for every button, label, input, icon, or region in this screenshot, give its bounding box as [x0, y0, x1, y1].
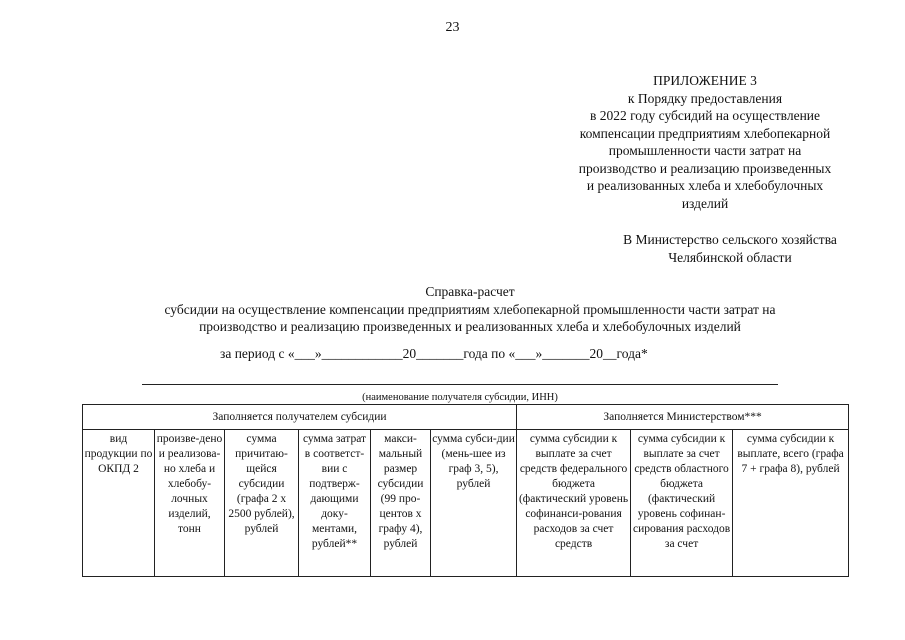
period-line: [220, 346, 648, 362]
appendix-line: изделий: [681, 195, 729, 211]
column-header: сумма субсидии к выплате за счет средств областного бюджета (фактический уровень софинан-сирования расходов за счет: [631, 430, 733, 577]
period-blank: _______: [416, 346, 464, 361]
appendix-line: компенсации предприятиям хлебопекарной: [579, 125, 831, 141]
appendix-title: ПРИЛОЖЕНИЕ 3: [653, 73, 757, 88]
period-prefix: за период с «: [220, 346, 295, 361]
column-header: вид продукции по ОКПД 2: [83, 430, 155, 577]
period-suffix: года*: [616, 346, 648, 361]
column-header: сумма затрат в соответст-вии с подтверж-дающими доку-ментами, рублей**: [299, 430, 371, 577]
column-header: сумма субсидии к выплате, всего (графа 7 + графа 8), рублей: [733, 430, 849, 577]
period-text: года по «: [463, 346, 516, 361]
page-number: 23: [445, 20, 460, 35]
period-text: »: [314, 346, 322, 361]
group-header-recipient: Заполняется получателем субсидии: [83, 405, 517, 430]
appendix-line: к Порядку предоставления: [627, 90, 783, 106]
title-line: субсидии на осуществление компенсации предприятиям хлебопекарной промышленности части затрат на: [164, 301, 776, 317]
period-blank: _______: [542, 346, 590, 361]
appendix-line: в 2022 году субсидий на осуществление: [589, 108, 821, 123]
recipient-name-line: [142, 384, 778, 385]
column-header: сумма причитаю-щейся субсидии (графа 2 х 2500 рублей), рублей: [225, 430, 299, 577]
addressee-line: Челябинской области: [668, 249, 792, 265]
recipient-caption: (наименование получателя субсидии, ИНН): [362, 392, 558, 403]
calculation-table: [82, 404, 849, 577]
column-header: сумма субсидии к выплате за счет средств федерального бюджета (фактический уровень софинанси-рования расходов за счет средств: [517, 430, 631, 577]
appendix-line: и реализованных хлеба и хлебобулочных: [586, 178, 824, 193]
title-heading: Справка-расчет: [425, 284, 515, 299]
title-line: производство и реализацию произведенных и реализованных хлеба и хлебобулочных изделий: [199, 319, 741, 334]
document-title: [60, 283, 880, 336]
appendix-header: [540, 72, 870, 212]
period-year: 20: [589, 346, 604, 361]
column-header: произве-дено и реализова-но хлеба и хлебобу-лочных изделий, тонн: [155, 430, 225, 577]
appendix-line: производство и реализацию произведенных: [578, 160, 832, 176]
period-blank: __: [603, 346, 617, 361]
period-blank: ___: [515, 346, 536, 361]
period-blank: ____________: [321, 346, 403, 361]
period-blank: ___: [294, 346, 315, 361]
appendix-line: промышленности части затрат на: [608, 143, 802, 158]
period-text: »: [535, 346, 543, 361]
column-header: макси-мальный размер субсидии (99 про-центов х графу 4), рублей: [371, 430, 431, 577]
period-year: 20: [402, 346, 417, 361]
addressee-block: [560, 231, 900, 266]
addressee-line: В Министерство сельского хозяйства: [623, 232, 837, 247]
group-header-ministry: Заполняется Министерством***: [517, 405, 849, 430]
column-header: сумма субси-дии (мень-шее из граф 3, 5), рублей: [431, 430, 517, 577]
